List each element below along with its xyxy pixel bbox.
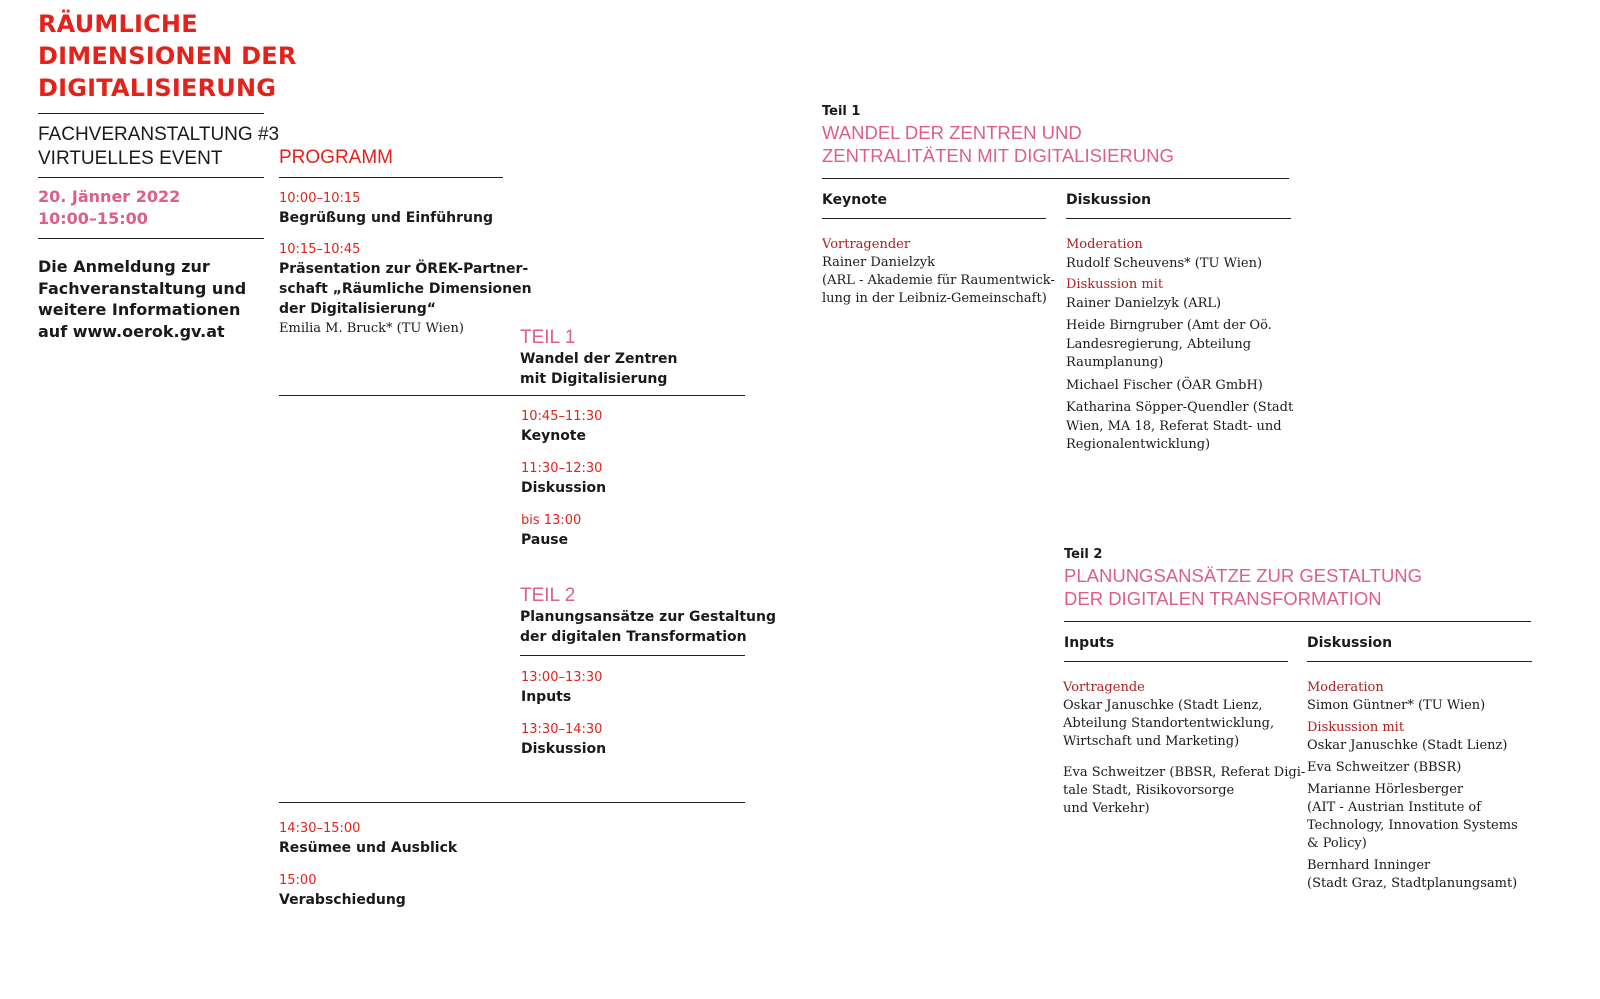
programm-item: [521, 669, 606, 707]
registration-info: [38, 256, 246, 342]
item-title: Diskussion: [521, 741, 607, 757]
divider: [1066, 218, 1291, 219]
participant: [1307, 781, 1518, 853]
subtitle-line: VIRTUELLES EVENT: [38, 148, 223, 169]
teil2-title-line: der digitalen Transformation: [520, 629, 747, 645]
participant: [1307, 737, 1518, 755]
speaker-line: Wirtschaft und Marketing): [1063, 734, 1240, 749]
programm-item: [279, 820, 457, 858]
part2-header: [1064, 546, 1422, 610]
participant-line: Rainer Danielzyk (ARL): [1066, 295, 1222, 311]
title-line: DIMENSIONEN DER: [38, 42, 297, 70]
keynote-role: Vortragender: [822, 237, 911, 252]
item-time: 11:30–12:30: [521, 461, 603, 476]
item-title: Pause: [521, 532, 569, 548]
divider: [1064, 621, 1531, 622]
speaker-line: Eva Schweitzer (BBSR, Referat Digi-: [1063, 765, 1306, 780]
participant-line: Regionalentwicklung): [1066, 437, 1211, 452]
speaker-line: Oskar Januschke (Stadt Lienz,: [1063, 698, 1263, 713]
participant-line: Wien, MA 18, Referat Stadt- und: [1066, 418, 1282, 434]
programm-item: [521, 408, 606, 446]
programm-item: [279, 190, 493, 228]
part2-title-line: DER DIGITALEN TRANSFORMATION: [1064, 588, 1382, 609]
item-title: Begrüßung und Einführung: [279, 210, 493, 226]
teil1-title-line: Wandel der Zentren: [520, 351, 678, 367]
moderator: Simon Güntner* (TU Wien): [1307, 698, 1486, 713]
divider: [279, 395, 745, 396]
teil1-label: TEIL 1: [520, 327, 576, 348]
event-title: [38, 8, 297, 104]
discussion-with-label: Diskussion mit: [1307, 720, 1405, 735]
participant-line: Eva Schweitzer (BBSR): [1307, 760, 1462, 775]
participant: [1066, 377, 1293, 396]
teil1-block: [520, 327, 678, 389]
item-title: Diskussion: [521, 480, 607, 496]
participant-line: & Policy): [1307, 836, 1367, 851]
event-date: 20. Jänner 2022: [38, 187, 181, 206]
info-line: weitere Informationen: [38, 300, 241, 319]
programm-item: [521, 460, 606, 498]
item-time: 13:30–14:30: [521, 722, 603, 737]
divider: [38, 177, 264, 178]
moderation-label: Moderation: [1307, 680, 1384, 695]
part1-title-line: ZENTRALITÄTEN MIT DIGITALISIERUNG: [822, 145, 1174, 166]
speaker-line: tale Stadt, Risikovorsorge: [1063, 783, 1235, 798]
participant: [1307, 857, 1518, 893]
part1-discussion-heading: Diskussion: [1066, 192, 1152, 208]
title-line: RÄUMLICHE: [38, 10, 198, 38]
part2-discussion-details: [1307, 679, 1518, 893]
participant: [1066, 399, 1293, 455]
programm-item: [521, 512, 606, 550]
item-time: 10:15–10:45: [279, 242, 361, 257]
inputs-details: [1063, 679, 1305, 818]
item-title-line: der Digitalisierung“: [279, 301, 436, 317]
participant-line: Michael Fischer (ÖAR GmbH): [1066, 377, 1263, 393]
teil1-title-line: mit Digitalisierung: [520, 371, 668, 387]
divider: [520, 655, 745, 656]
info-line: auf www.oerok.gv.at: [38, 321, 225, 341]
participant: [1307, 759, 1518, 777]
participant-line: Oskar Januschke (Stadt Lienz): [1307, 738, 1508, 753]
divider: [822, 178, 1289, 179]
part2-title-line: PLANUNGSANSÄTZE ZUR GESTALTUNG: [1064, 565, 1423, 586]
item-time: 10:45–11:30: [521, 409, 603, 424]
teil2-block: [520, 585, 776, 647]
subtitle-line: FACHVERANSTALTUNG #3: [38, 124, 280, 145]
participant-line: Bernhard Inninger: [1307, 858, 1431, 873]
part1-label: Teil 1: [822, 104, 861, 119]
item-title: Keynote: [521, 428, 586, 444]
participant-line: Marianne Hörlesberger: [1307, 782, 1464, 797]
item-title: Resümee und Ausblick: [279, 840, 458, 856]
title-line: DIGITALISIERUNG: [38, 74, 277, 102]
item-title: Inputs: [521, 689, 572, 705]
inputs-role: Vortragende: [1063, 680, 1145, 695]
divider: [1064, 661, 1288, 662]
event-subtitle: [38, 123, 279, 171]
discussion-with-label: Diskussion mit: [1066, 277, 1164, 292]
item-title-line: schaft „Räumliche Dimensionen: [279, 281, 532, 297]
part1-header: [822, 103, 1174, 167]
speaker-line: Abteilung Standortentwicklung,: [1063, 716, 1275, 731]
programm-item: [279, 872, 457, 910]
closing-items: [279, 820, 457, 924]
keynote-details: [822, 236, 1055, 308]
part1-discussion-details: [1066, 236, 1293, 455]
divider: [38, 113, 264, 114]
item-time: 15:00: [279, 873, 317, 888]
info-line: Die Anmeldung zur: [38, 257, 210, 276]
divider: [38, 238, 264, 239]
divider: [822, 218, 1046, 219]
participant-line: Heide Birngruber (Amt der Oö.: [1066, 318, 1272, 333]
divider: [1307, 661, 1532, 662]
item-title: Verabschiedung: [279, 892, 406, 908]
participant-line: (Stadt Graz, Stadtplanungsamt): [1307, 876, 1518, 891]
participant: [1066, 295, 1293, 314]
teil1-items: [521, 408, 606, 564]
participant-line: Landesregierung, Abteilung: [1066, 336, 1252, 352]
keynote-heading: Keynote: [822, 192, 887, 208]
participant-line: (AIT - Austrian Institute of: [1307, 800, 1482, 815]
item-time: 10:00–10:15: [279, 191, 361, 206]
divider: [279, 177, 503, 178]
speaker: [1063, 764, 1305, 818]
participant-line: Technology, Innovation Systems: [1307, 818, 1518, 833]
item-time: 14:30–15:00: [279, 821, 361, 836]
item-person: Emilia M. Bruck* (TU Wien): [279, 321, 464, 336]
part2-discussion-heading: Diskussion: [1307, 635, 1393, 651]
info-line: Fachveranstaltung und: [38, 278, 247, 298]
programm-heading: PROGRAMM: [279, 147, 393, 168]
keynote-line: lung in der Leibniz-Gemeinschaft): [822, 291, 1047, 306]
teil2-label: TEIL 2: [520, 585, 576, 606]
moderator: Rudolf Scheuvens* (TU Wien): [1066, 255, 1263, 271]
keynote-line: Rainer Danielzyk: [822, 255, 936, 270]
event-datetime: [38, 186, 180, 230]
teil2-items: [521, 669, 606, 773]
participant-line: Katharina Söpper-Quendler (Stadt: [1066, 400, 1294, 415]
keynote-line: (ARL - Akademie für Raumentwick-: [822, 273, 1055, 288]
participant: [1066, 317, 1293, 373]
inputs-heading: Inputs: [1064, 635, 1115, 651]
item-title-line: Präsentation zur ÖREK-Partner-: [279, 261, 529, 277]
item-time: bis 13:00: [521, 513, 582, 528]
part1-title-line: WANDEL DER ZENTREN UND: [822, 122, 1082, 143]
moderation-label: Moderation: [1066, 237, 1143, 252]
speaker: [1063, 697, 1305, 751]
item-time: 13:00–13:30: [521, 670, 603, 685]
programm-item: [521, 721, 606, 759]
programm-item: [279, 241, 532, 338]
participant-line: Raumplanung): [1066, 355, 1164, 370]
event-time: 10:00–15:00: [38, 209, 148, 228]
speaker-line: und Verkehr): [1063, 801, 1150, 816]
teil2-title-line: Planungsansätze zur Gestaltung: [520, 609, 776, 625]
divider: [279, 802, 745, 803]
part2-label: Teil 2: [1064, 547, 1103, 562]
